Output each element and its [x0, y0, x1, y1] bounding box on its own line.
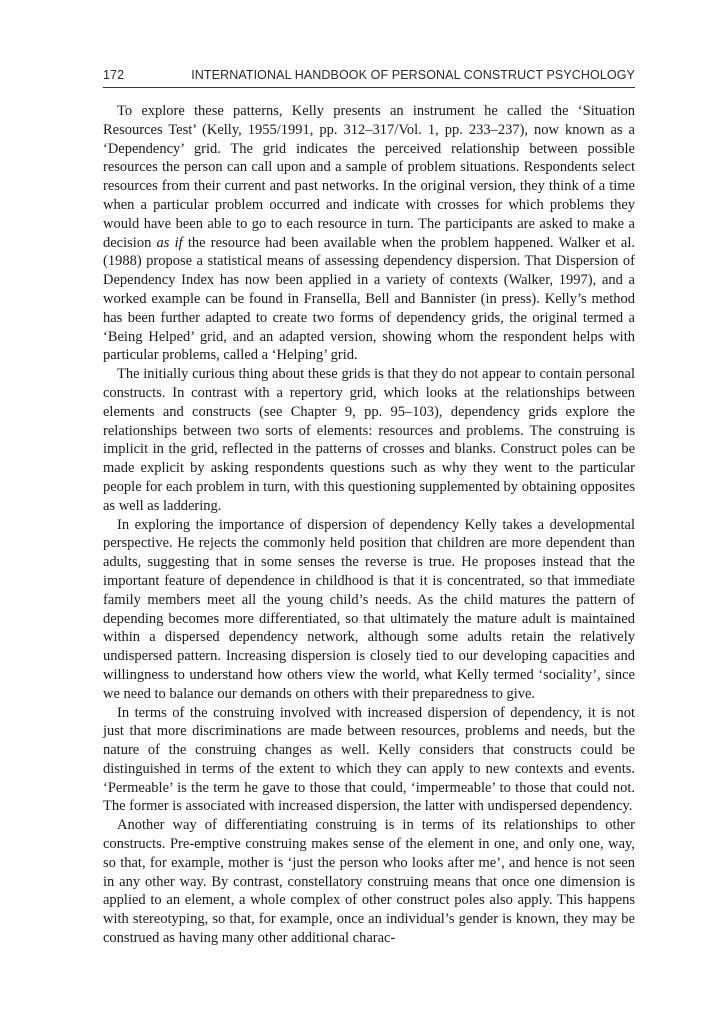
paragraph-5: Another way of differentiating construing is in terms of its relationships to other constructs. Pre-emptive construing makes sense of the element in one, and only one, way, so that, for example, mother is ‘just the person who looks after me’, and hence is not seen in any other way. By contrast, constellatory construing means that once one dimension is applied to an element, a whole complex of other construct poles also apply. This happens with stereotyping, so that, for example, once an individual’s gender is known, they may be construed as having many other additional charac-	[103, 817, 635, 947]
paragraph-1-italic: as if	[156, 234, 183, 251]
running-title: INTERNATIONAL HANDBOOK OF PERSONAL CONSTRUCT PSYCHOLOGY	[191, 68, 635, 82]
paragraph-1	[103, 102, 635, 365]
page-number: 172	[103, 68, 125, 82]
paragraph-3: In exploring the importance of dispersion of dependency Kelly takes a developmental perspective. He rejects the commonly held position that children are more dependent than adults, suggesting that in some senses the reverse is true. He proposes instead that the important feature of dependence in childhood is that it is concentrated, so that immediate family members meet all the young child’s needs. As the child matures the pattern of depending becomes more differentiated, so that ultimately the mature adult is maintained within a dispersed dependency network, although some adults retain the relatively undispersed pattern. Increasing dispersion is closely tied to our developing capacities and willingness to understand how others view the world, what Kelly termed ‘sociality’, since we need to balance our demands on others with their preparedness to give.	[103, 516, 635, 702]
body-text	[103, 102, 635, 948]
header-rule	[103, 87, 635, 88]
paragraph-2: The initially curious thing about these grids is that they do not appear to contain personal constructs. In contrast with a repertory grid, which looks at the relationships between elements and constructs (see Chapter 9, pp. 95–103), dependency grids explore the relationships between two sorts of elements: resources and problems. The construing is implicit in the grid, reflected in the patterns of crosses and blanks. Construct poles can be made explicit by asking respondents questions such as why they went to the particular people for each problem in turn, with this questioning supplemented by obtaining opposites as well as laddering.	[103, 366, 635, 514]
page-header	[103, 68, 635, 84]
paragraph-1-text-a: To explore these patterns, Kelly presents an instrument he called the ‘Situation Resources Test’ (Kelly, 1955/1991, pp. 312–317/Vol. 1, pp. 233–237), now known as a ‘Dependency’ grid. The grid indicates the perceived relationship between possible resources the person can call upon and a sample of problem situations. Respondents select resources from their current and past networks. In the original version, they think of a time when a particular problem occurred and indicate with crosses for which problems they would have been able to go to each resource in turn. The participants are asked to make a decision	[103, 103, 635, 251]
paragraph-1-text-b: the resource had been available when the problem happened. Walker et al. (1988) propose a statistical means of assessing dependency dispersion. That Dispersion of Dependency Index has now been applied in a variety of contexts (Walker, 1997), and a worked example can be found in Fransella, Bell and Bannister (in press). Kelly’s method has been further adapted to create two forms of dependency grids, the original termed a ‘Being Helped’ grid, and an adapted version, showing whom the respondent helps with particular problems, called a ‘Helping’ grid.	[103, 234, 635, 364]
paragraph-4: In terms of the construing involved with increased dispersion of dependency, it is not just that more discriminations are made between resources, problems and needs, but the nature of the construing changes as well. Kelly considers that constructs could be distinguished in terms of the extent to which they can apply to new contexts and events. ‘Permeable’ is the term he gave to those that could, ‘impermeable’ to those that could not. The former is associated with increased dispersion, the latter with undispersed dependency.	[103, 704, 635, 815]
